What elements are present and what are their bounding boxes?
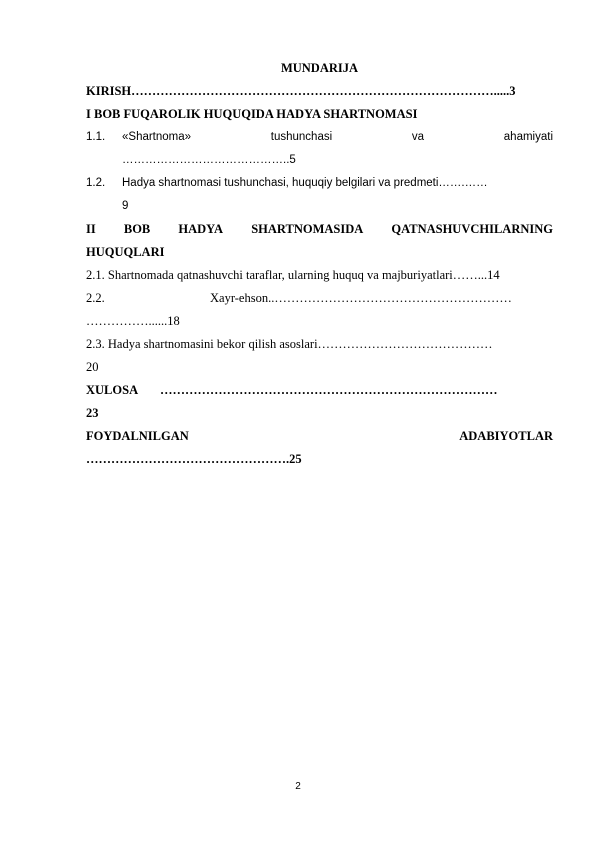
heading-word: SHARTNOMASIDA bbox=[251, 222, 364, 236]
toc-entry-kirish: KIRISH…………………………………………………………………………….....3 bbox=[86, 84, 516, 98]
toc-chapter-2-heading bbox=[86, 218, 553, 264]
toc-entry-xulosa bbox=[86, 379, 553, 425]
entry-word: «Shartnoma» bbox=[122, 131, 192, 143]
toc-chapter-1-heading: I BOB FUQAROLIK HUQUQIDA HADYA SHARTNOMASI bbox=[86, 107, 418, 121]
entry-word: va bbox=[411, 131, 425, 143]
entry-leader-page: ……………......18 bbox=[86, 314, 180, 328]
entry-number: 2.2. bbox=[86, 291, 105, 305]
toc-entry-2-1: 2.1. Shartnomada qatnashuvchi taraflar, ularning huquq va majburiyatlari……...14 bbox=[86, 268, 500, 282]
heading-word: QATNASHUVCHILARNING bbox=[391, 222, 553, 236]
entry-word: FOYDALNILGAN bbox=[86, 429, 189, 443]
entry-title: Xayr-ehson..………………………………………………… bbox=[210, 291, 512, 305]
entry-word: ADABIYOTLAR bbox=[459, 429, 553, 443]
toc-entry-1-2 bbox=[86, 172, 553, 218]
entry-leader: ……………………………………………………………………… bbox=[160, 383, 498, 397]
toc-entry-2-3 bbox=[86, 333, 553, 379]
entry-title: Hadya shartnomasi tushunchasi, huquqiy belgilari va predmeti…….…… bbox=[122, 177, 488, 189]
entry-page: 9 bbox=[122, 200, 129, 212]
entry-word: tushunchasi bbox=[270, 131, 333, 143]
entry-title: XULOSA bbox=[86, 383, 139, 397]
entry-title: 2.3. Hadya shartnomasini bekor qilish asoslari…………………………………… bbox=[86, 337, 493, 351]
toc-entry-1-1 bbox=[86, 126, 553, 172]
heading-word: II bbox=[86, 222, 96, 236]
entry-number: 1.2. bbox=[86, 177, 106, 189]
entry-leader-page: ……………………………………..5 bbox=[122, 154, 296, 166]
toc-title: MUNDARIJA bbox=[280, 61, 359, 75]
heading-word: HADYA bbox=[178, 222, 224, 236]
heading-line-2: HUQUQLARI bbox=[86, 245, 165, 259]
heading-word: BOB bbox=[123, 222, 151, 236]
entry-page: 23 bbox=[86, 406, 99, 420]
entry-page: 20 bbox=[86, 360, 99, 374]
toc-entry-2-2 bbox=[86, 287, 553, 333]
entry-number: 1.1. bbox=[86, 131, 106, 143]
entry-leader-page: ………………………………………….25 bbox=[86, 452, 302, 466]
entry-title bbox=[122, 126, 553, 149]
table-of-contents bbox=[86, 58, 553, 471]
toc-entry-foydalnilgan-adabiyotlar bbox=[86, 425, 553, 471]
page-number: 2 bbox=[295, 781, 301, 792]
entry-word: ahamiyati bbox=[503, 131, 553, 143]
